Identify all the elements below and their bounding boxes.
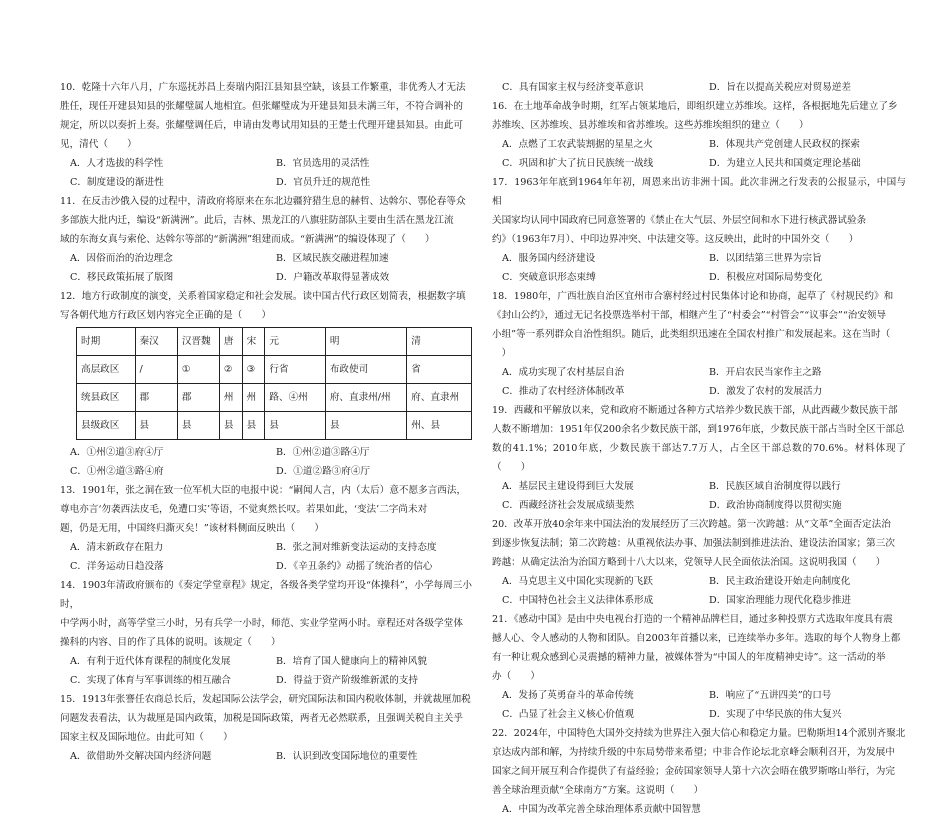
- option-d: D．积极应对国际局势变化: [709, 272, 823, 283]
- option-c: C．移民政策拓展了版图: [70, 272, 174, 283]
- table-header-cell: 明: [325, 328, 406, 356]
- question-text-line: 题，仍是无用，中国终归澌灭矣！”该材料侧面反映出（ ）: [60, 523, 324, 534]
- table-header-cell: 秦汉: [135, 328, 177, 356]
- question-text-line: 14．1903年清政府颁布的《奏定学堂章程》规定，各级各类学堂均开设“体操科”，小学每周三小时，: [60, 580, 472, 610]
- question-text-line: 18．1980年，广西壮族自治区宜州市合寨村经过村民集体讨论和协商，起草了《村规民约》和: [492, 291, 894, 302]
- table-cell: 府、直隶州: [407, 384, 472, 412]
- question-22: [492, 724, 906, 819]
- option-d: D．①道②路③府④厅: [276, 466, 371, 477]
- question-16: [492, 97, 906, 173]
- table-cell: 行省: [265, 356, 325, 384]
- options-row: [492, 268, 906, 287]
- table-header-cell: 时期: [77, 328, 136, 356]
- option-c: C．推动了农村经济体制改革: [502, 386, 625, 397]
- question-14: [60, 576, 472, 690]
- option-a: A．有利于近代体育课程的制度化发展: [70, 656, 231, 667]
- question-text-line: 21．《感动中国》是由中央电视台打造的一个精神品牌栏目，通过多种投票方式选取年度具有震: [492, 614, 893, 625]
- option-b: B．官员选用的灵活性: [276, 158, 370, 169]
- table-cell: 省: [407, 356, 472, 384]
- option-d: D．为建立人民共和国奠定理论基础: [709, 158, 861, 169]
- question-text-line: 操科的内容、目的作了具体的说明。该规定（ ）: [60, 637, 281, 648]
- table-row: [77, 384, 472, 412]
- table-header-cell: 汉晋魏: [177, 328, 219, 356]
- question-18: [492, 287, 906, 401]
- question-text-line: 问题发表看法，认为裁厘是国内政策，加税是国际政策，两者无必然联系，且强调关税自主关乎: [60, 713, 463, 724]
- question-10: [60, 78, 472, 192]
- options-row: [492, 800, 906, 819]
- question-text-line: 苏维埃、区苏维埃、县苏维埃和省苏维埃。这些苏维埃组织的建立（ ）: [492, 120, 809, 131]
- question-text-line: 善全球治理贡献“全球南方”方案。这说明（ ）: [492, 785, 704, 796]
- options-row: [60, 747, 472, 766]
- option-d: D．《辛丑条约》动摇了统治者的信心: [276, 561, 433, 572]
- question-11: [60, 192, 472, 287]
- table-cell: 县级政区: [77, 412, 136, 440]
- question-text-line: 域的东海女真与索伦、达斡尔等部的“新满洲”组建而成。“新满洲”的编设体现了（ ）: [60, 234, 435, 245]
- question-text-line: 办（ ）: [492, 671, 540, 682]
- question-text-line: 约》（1963年7月）、中印边界冲突、中法建交等。这反映出，此时的中国外交（ ）: [492, 234, 859, 245]
- table-row: [77, 356, 472, 384]
- question-13: [60, 481, 472, 576]
- table-row: [77, 412, 472, 440]
- option-b: B．以团结第三世界为宗旨: [709, 253, 822, 264]
- question-text-line: 京达成内部和解，为持续升级的中东局势带来希望；中非合作论坛北京峰会顺利召开，为发展中: [492, 747, 895, 758]
- question-text-line: 胜任，现任开建县知县的张耀璧属人地相宜。但张耀璧成为开建县知县未满三年，不符合调补的: [60, 101, 463, 112]
- table-cell: 县: [177, 412, 219, 440]
- table-header-row: [77, 328, 472, 356]
- option-c: C．实现了体育与军事训练的相互融合: [70, 675, 231, 686]
- table-header-cell: 元: [265, 328, 325, 356]
- options-row: [492, 135, 906, 154]
- option-a: A．因俗而治的治边理念: [70, 253, 173, 264]
- table-cell: 郡: [135, 384, 177, 412]
- option-c: C．具有国家主权与经济变革意识: [502, 82, 644, 93]
- table-cell: 县: [219, 412, 242, 440]
- table-cell: /: [135, 356, 177, 384]
- option-b: B．民主政治建设开始走向制度化: [709, 576, 851, 587]
- question-text-line: 关国家均认同中国政府已同意签署的《禁止在大气层、外层空间和水下进行核武器试验条: [492, 215, 867, 226]
- table-cell: 州: [242, 384, 265, 412]
- question-12: [60, 287, 472, 481]
- option-b: B．培育了国人健康向上的精神风貌: [276, 656, 427, 667]
- options-row: [60, 671, 472, 690]
- options-row: [60, 443, 472, 462]
- question-text-line: 人数不断增加：1951年仅200余名少数民族干部，到1976年底，少数民族干部占当时全区干部总: [492, 424, 905, 435]
- options-row: [492, 591, 906, 610]
- options-row: [492, 686, 906, 705]
- option-b: B．体现共产党创建人民政权的探索: [709, 139, 860, 150]
- option-d: D．户籍改革取得显著成效: [276, 272, 390, 283]
- option-b: B．张之洞对维新变法运动的支持态度: [276, 542, 437, 553]
- option-a: A．①州②道③府④厅: [70, 447, 164, 458]
- question-text-line: 国家主权及国际地位。由此可知（ ）: [60, 732, 233, 743]
- options-row: [60, 154, 472, 173]
- option-d: D．政治协商制度得以贯彻实施: [709, 500, 842, 511]
- table-header-cell: 宋: [242, 328, 265, 356]
- options-row: [492, 382, 906, 401]
- table-cell: 州: [219, 384, 242, 412]
- option-c: C．凸显了社会主义核心价值观: [502, 709, 635, 720]
- question-text-line: 11．在反击沙俄入侵的过程中，清政府将原来在东北边疆狩猎生息的赫哲、达斡尔、鄂伦春等众: [60, 196, 466, 207]
- question-19: [492, 401, 906, 515]
- option-b: B．响应了“五讲四美”的口号: [709, 690, 832, 701]
- question-text-line: 12．地方行政制度的演变，关系着国家稳定和社会发展。读中国古代行政区划简表，根据数字填: [60, 291, 466, 302]
- question-text-line: 20．改革开放40余年来中国法治的发展经历了三次跨越。第一次跨越：从“文革”全面否定法治: [492, 519, 891, 530]
- option-d: D．旨在以提高关税应对贸易逆差: [709, 82, 852, 93]
- question-text-line: 17．1963年年底到1964年年初，周恩来出访非洲十国。此次非洲之行发表的公报显示，中国与相: [492, 177, 906, 207]
- question-text-line: 到逐步恢复法制；第二次跨越：从重视依法办事、加强法制到推进法治、建设法治国家；第三次: [492, 538, 895, 549]
- option-d: D．实现了中华民族的伟大复兴: [709, 709, 842, 720]
- option-a: A．人才选拔的科学性: [70, 158, 164, 169]
- option-b: B．区域民族交融进程加速: [276, 253, 389, 264]
- table-cell: 县: [242, 412, 265, 440]
- options-row: [492, 363, 906, 382]
- question-text-line: 小组”等一系列群众自治性组织。随后，此类组织迅速在全国农村推广和发展起来。这在当时（: [492, 329, 891, 340]
- table-cell: ②: [219, 356, 242, 384]
- question-text-line: 见，清代（ ）: [60, 139, 137, 150]
- option-c: C．巩固和扩大了抗日民族统一战线: [502, 158, 654, 169]
- option-c: C．制度建设的渐进性: [70, 177, 164, 188]
- question-20: [492, 515, 906, 610]
- options-row: [60, 268, 472, 287]
- question-text-line: 有一种让观众感到心灵震撼的精神力量，被媒体誉为“中国人的年度精神史诗”。这一活动的举: [492, 652, 886, 663]
- question-text-line: 19．西藏和平解放以来，党和政府不断通过各种方式培养少数民族干部，从此西藏少数民族干部: [492, 405, 898, 416]
- options-row: [60, 652, 472, 671]
- option-d: D．官员升迁的规范性: [276, 177, 371, 188]
- options-row: [492, 496, 906, 515]
- option-c: C．①州②道③路④府: [70, 466, 164, 477]
- option-b: B．认识到改变国际地位的重要性: [276, 751, 418, 762]
- table-cell: 布政使司: [325, 356, 406, 384]
- question-text-line: ）: [492, 348, 512, 359]
- option-c: C．中国特色社会主义法律体系形成: [502, 595, 654, 606]
- options-row: [60, 462, 472, 481]
- table-header-cell: 清: [407, 328, 472, 356]
- options-row: [60, 249, 472, 268]
- options-row: [492, 705, 906, 724]
- option-a: A．成功实现了农村基层自治: [502, 367, 625, 378]
- option-a: A．基层民主建设得到巨大发展: [502, 481, 634, 492]
- question-text-line: 22．2024年，中国特色大国外交持续为世界注入强大信心和稳定力量。巴勒斯坦14个派别齐聚北: [492, 728, 906, 739]
- options-row: [492, 154, 906, 173]
- table-cell: 郡: [177, 384, 219, 412]
- question-21: [492, 610, 906, 724]
- option-a: A．欲借助外交解决国内经济问题: [70, 751, 212, 762]
- option-a: A．服务国内经济建设: [502, 253, 596, 264]
- option-a: A．马克思主义中国化实现新的飞跃: [502, 576, 653, 587]
- table-cell: 路、④州: [265, 384, 325, 412]
- question-text-line: 规定，所以以奏折上奏。张耀璧调任后，申请由发粤试用知县的王楚士代理开建县知县。由此可: [60, 120, 463, 131]
- options-row: [60, 173, 472, 192]
- option-a: A．清末新政存在阻力: [70, 542, 164, 553]
- question-15-continued: [492, 78, 906, 97]
- question-text-line: 跨越：从确定法治为治国方略到十八大以来，党领导人民全面依法治国。这说明我国（ ）: [492, 557, 886, 568]
- table-header-cell: 唐: [219, 328, 242, 356]
- options-row: [60, 538, 472, 557]
- question-text-line: 多部族大批内迁，编设“新满洲”。此后，吉林、黑龙江的八旗驻防部队主要由生活在黑龙江流: [60, 215, 454, 226]
- option-a: A．发扬了英勇奋斗的革命传统: [502, 690, 634, 701]
- options-row: [492, 477, 906, 496]
- question-text-line: 中学两小时，高等学堂三小时，另有兵学一小时，师范、实业学堂两小时。章程还对各级学堂体: [60, 618, 463, 629]
- question-text-line: 13．1901年，张之洞在致一位军机大臣的电报中说：“嗣闻人言，内（太后）意不愿多言西法，: [60, 485, 467, 496]
- option-c: C．洋务运动日趋没落: [70, 561, 164, 572]
- option-d: D．国家治理能力现代化稳步推进: [709, 595, 852, 606]
- left-column: [60, 78, 472, 766]
- table-cell: 高层政区: [77, 356, 136, 384]
- options-row: [492, 78, 906, 97]
- options-row: [492, 572, 906, 591]
- right-column: [492, 78, 906, 819]
- option-a: A．中国为改革完善全球治理体系贡献中国智慧: [502, 804, 701, 815]
- question-text-line: 《封山公约》，通过无记名投票选举村干部，相继产生了“村委会”“村管会”“议事会”“治安领导: [492, 310, 887, 321]
- option-b: B．民族区域自治制度得以践行: [709, 481, 841, 492]
- question-text-line: 15．1913年张謇任农商总长后，发起国际公法学会，研究国际法和国内税收体制，并就裁厘加税: [60, 694, 471, 705]
- option-b: B．①州②道③路④厅: [276, 447, 370, 458]
- option-c: C．突破意识形态束缚: [502, 272, 596, 283]
- table-cell: 州、县: [407, 412, 472, 440]
- question-text-line: 国家之间开展互利合作提供了有益经验；金砖国家领导人第十六次会晤在俄罗斯喀山举行，为完: [492, 766, 895, 777]
- option-d: D．激发了农村的发展活力: [709, 386, 823, 397]
- table-cell: ③: [242, 356, 265, 384]
- options-row: [60, 557, 472, 576]
- table-cell: ①: [177, 356, 219, 384]
- admin-division-table: [76, 327, 472, 440]
- options-row: [492, 249, 906, 268]
- question-15: [60, 690, 472, 766]
- question-text-line: 10．乾隆十六年八月，广东巡抚苏昌上奏瑞内阳江县知县空缺，该县工作繁重，非优秀人才无法: [60, 82, 466, 93]
- question-text-line: 撼人心、令人感动的人物和团队。自2003年首播以来，已连续举办多年。选取的每个人物身上都: [492, 633, 901, 644]
- question-text-line: 数的41.1%；2010年底，少数民族干部达7.7万人，占全区干部总数的70.6%。材料体现了（ ）: [492, 443, 906, 473]
- option-b: B．开启农民当家作主之路: [709, 367, 822, 378]
- option-d: D．得益于资产阶级维新派的支持: [276, 675, 419, 686]
- option-c: C．西藏经济社会发展成绩斐然: [502, 500, 635, 511]
- question-text-line: 尊电亦言‘勿袭西法皮毛，免遭口实’等语，不觉爽然长叹。若果如此，‘变法’二字尚未对: [60, 504, 428, 515]
- option-a: A．点燃了工农武装割据的星星之火: [502, 139, 653, 150]
- table-cell: 县: [135, 412, 177, 440]
- table-cell: 府、直隶州/州: [325, 384, 406, 412]
- table-cell: 县: [325, 412, 406, 440]
- question-text-line: 16．在土地革命战争时期，红军占领某地后，即组织建立苏维埃。这样，各根据地先后建立了乡: [492, 101, 898, 112]
- table-cell: 统县政区: [77, 384, 136, 412]
- table-cell: 县: [265, 412, 325, 440]
- question-text-line: 写各朝代地方行政区划内容完全正确的是（ ）: [60, 310, 272, 321]
- question-17: [492, 173, 906, 287]
